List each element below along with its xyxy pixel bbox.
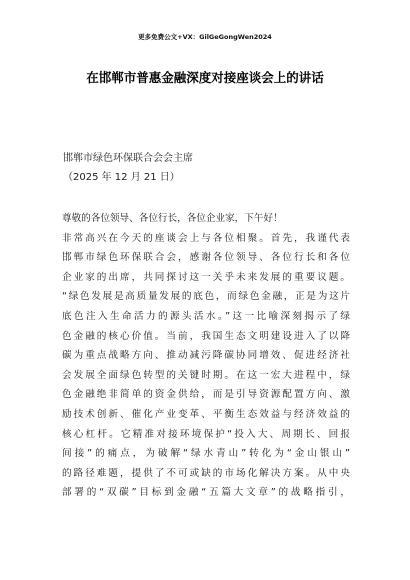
body-line: 尊敬的各位领导、各位行长，各位企业家，下午好！ bbox=[62, 213, 283, 224]
body-line: 碳为重点战略方向、推动减污降碳协同增效、促进经济社 bbox=[62, 350, 350, 362]
body-line: 底色注入生命活力的源头活水。”这一比喻深刻揭示了绿 bbox=[62, 310, 350, 322]
body-line: 励技术创新、催化产业变革、平衡生态效益与经济效益的 bbox=[62, 408, 350, 420]
speech-body bbox=[62, 209, 350, 503]
body-line: 色金融的核心价值。当前，我国生态文明建设进入了以降 bbox=[62, 330, 350, 342]
body-line: 色金融绝非简单的资金供给，而是引导资源配置方向、激 bbox=[62, 389, 350, 401]
speaker-organization: 邯郸市绿色环保联合会会主席 bbox=[63, 153, 193, 164]
body-line: 企业家的出席，共同探讨这一关乎未来发展的重要议题。 bbox=[62, 271, 350, 283]
body-line: “绿色发展是高质量发展的底色，而绿色金融，正是为这片 bbox=[62, 291, 350, 303]
body-line: 部署的“双碳”目标到金融“五篇大文章”的战略指引， bbox=[62, 487, 350, 499]
document-title: 在邯郸市普惠金融深度对接座谈会上的讲话 bbox=[86, 70, 324, 85]
body-line: 核心杠杆。它精准对接环境保护“投入大、周期长、回报 bbox=[62, 428, 350, 440]
body-line: 非常高兴在今天的座谈会上与各位相聚。首先，我谨代表 bbox=[62, 232, 350, 244]
body-line: 会发展全面绿色转型的关键时期。在这一宏大进程中，绿 bbox=[62, 369, 350, 381]
body-line: 邯郸市绿色环保联合会，感谢各位领导、各位行长和各位 bbox=[62, 252, 350, 264]
speech-date: （2025 年 12 月 21 日） bbox=[63, 172, 180, 183]
body-line: 的路径难题，提供了不可或缺的市场化解决方案。从中央 bbox=[62, 467, 350, 479]
header-note: 更多免费公文+VX：GilGeGongWen2024 bbox=[138, 33, 272, 41]
body-line: 间接”的痛点，为破解“绿水青山”转化为“金山银山” bbox=[62, 448, 350, 460]
